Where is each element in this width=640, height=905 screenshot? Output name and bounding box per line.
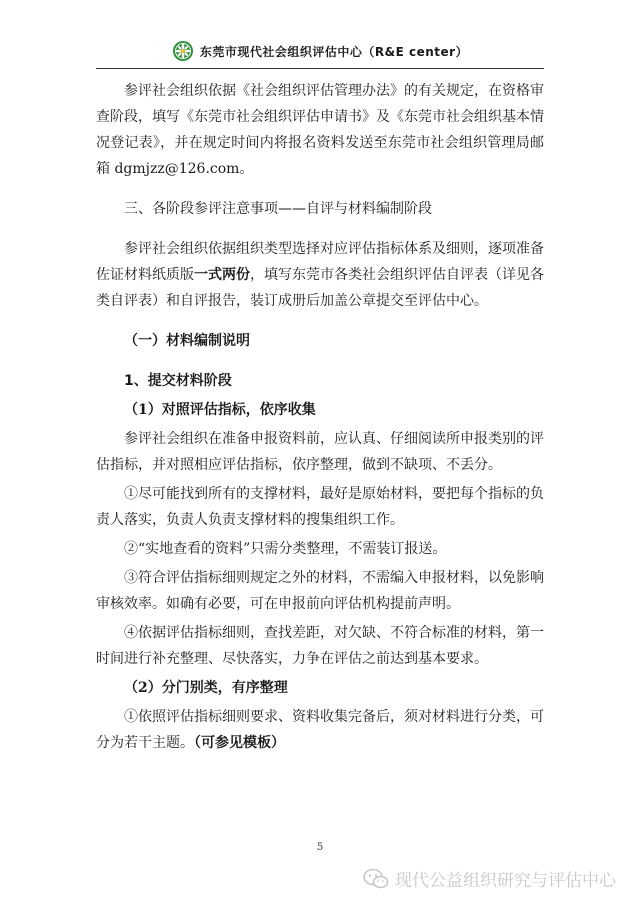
subsection-heading-1: （一）材料编制说明 [124,333,250,349]
paragraph-preparation: 参评社会组织在准备申报资料前，应认真、仔细阅读所申报类别的评估指标，并对照相应评估指标，依序整理，做到不缺项、不丢分。 [96,431,544,473]
list-item-4: ④依据评估指标细则，查找差距，对欠缺、不符合标准的材料，第一时间进行补充整理、尽快落实，力争在评估之前达到基本要求。 [96,625,544,667]
emphasis-text: （可参见模板） [194,735,285,751]
page-header [0,36,640,66]
section-heading-3: 三、各阶段参评注意事项——自评与材料编制阶段 [124,201,432,217]
stage-heading-1: 1、提交材料阶段 [124,373,232,389]
text-run: ①依照评估指标细则要求、资料收集完备后，须对材料进行分类，可分为若干主题。 [96,709,544,751]
paragraph-self-evaluation [96,236,544,314]
watermark-text: 现代公益组织研究与评估中心 [395,871,616,891]
paragraph-registration: 参评社会组织依据《社会组织评估管理办法》的有关规定，在资格审查阶段，填写《东莞市社会组织评估申请书》及《东莞市社会组织基本情况登记表》，并在规定时间内将报名资料发送至东莞市社会组织管理局邮箱 dgmjzz@126.com。 [96,83,544,177]
item-heading-2: （2）分门别类，有序整理 [124,680,288,696]
header-divider [96,68,544,69]
list-item-2: ②“实地查看的资料”只需分类整理，不需装订报送。 [124,541,447,557]
wechat-icon [363,868,389,890]
list-item-1: ①尽可能找到所有的支撑材料，最好是原始材料，要把每个指标的负责人落实，负责人负责支撑材料的搜集组织工作。 [96,486,544,528]
text-run: ，填写东莞市各类社会组织评估自评表（详见各类自评表）和自评报告，装订成册后加盖公章提交至评估中心。 [96,267,544,309]
text-run: 参评社会组织依据组织类型选择对应评估指标体系及细则，逐项准备佐证材料纸质版 [96,241,544,283]
list-item-3: ③符合评估指标细则规定之外的材料，不需编入申报材料，以免影响审核效率。如确有必要，可在申报前向评估机构提前声明。 [96,570,544,612]
watermark [363,866,616,891]
emphasis-text: 一式两份 [194,267,250,283]
header-title: 东莞市现代社会组织评估中心（R&E center） [199,44,469,59]
green-seal-logo-icon [172,40,194,62]
page-number: 5 [316,842,324,853]
item-heading-1: （1）对照评估指标，依序收集 [124,402,316,418]
list-item-5 [96,704,544,756]
document-body [96,78,544,756]
